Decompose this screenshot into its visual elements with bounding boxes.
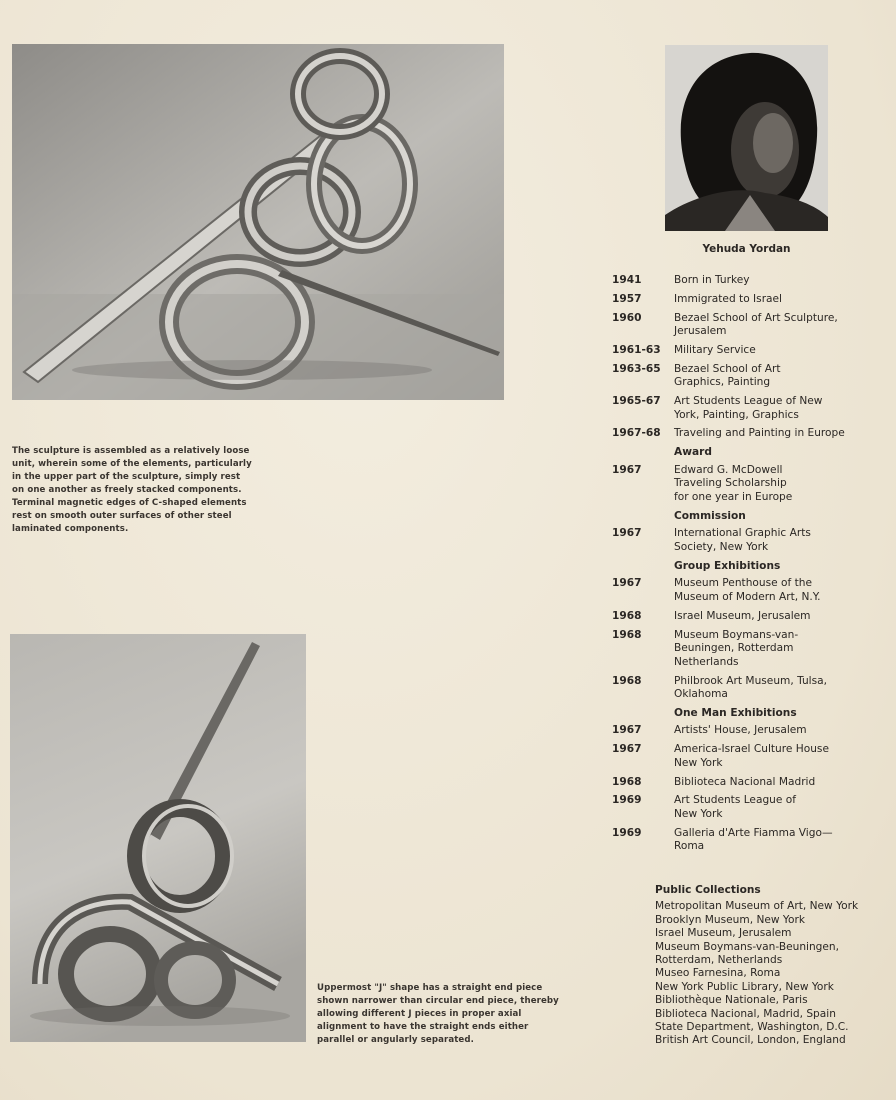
bio-entry [612,274,882,288]
award-heading: Award [674,446,712,459]
group-exhibition-entry [612,675,882,702]
bio-year: 1960 [612,311,642,324]
one-man-exhibition-entry [612,776,882,790]
caption-top: The sculpture is assembled as a relatively loose unit, wherein some of the elements, particularly in the upper part of the sculpture, simply rest on one another as freely stacked components. Terminal magnetic edges of C-shaped elements rest on smooth outer surfaces of other steel laminated components. [12,446,252,534]
collection-item: Museo Farnesina, Roma [655,967,781,980]
public-collections [655,884,890,1048]
one-man-exhibition-entry [612,794,882,821]
award-entry [612,464,882,505]
bio-entry [612,344,882,358]
collection-item: New York Public Library, New York [655,980,834,993]
bio-year: 1965-67 [612,395,661,408]
bio-year: 1957 [612,292,642,305]
commission-text: International Graphic Arts Society, New York [674,527,811,553]
one-man-exhibition-text: Biblioteca Nacional Madrid [674,775,816,788]
bio-event: Art Students League of New York, Painting, Graphics [674,395,823,421]
bio-entry [612,363,882,390]
group-exhibition-year: 1968 [612,628,642,641]
bio-event: Traveling and Painting in Europe [674,427,845,440]
group-exhibition-text: Museum Penthouse of the Museum of Modern Art, N.Y. [674,577,821,603]
bio-event: Born in Turkey [674,274,750,286]
award-text: Edward G. McDowell Traveling Scholarship for one year in Europe [674,463,793,504]
commission-heading: Commission [674,509,746,522]
one-man-exhibition-year: 1969 [612,794,642,807]
group-exhibition-text: Museum Boymans-van- Beuningen, Rotterdam Netherlands [674,628,799,668]
one-man-exhibition-year: 1967 [612,724,642,737]
caption-bottom: Uppermost "J" shape has a straight end piece shown narrower than circular end piece, thereby allowing different J pieces in proper axial alignment to have the straight ends either parallel or angularly separated. [317,983,559,1045]
group-exhibition-text: Philbrook Art Museum, Tulsa, Oklahoma [674,674,827,701]
collection-item: Museum Boymans-van-Beuningen, [655,940,840,953]
bio-year: 1961-63 [612,343,661,356]
collection-item: State Department, Washington, D.C. [655,1021,849,1034]
artist-portrait [665,45,828,231]
collection-item: Israel Museum, Jerusalem [655,927,792,940]
bio-entry [612,293,882,307]
bio-year: 1941 [612,274,642,286]
award-year: 1967 [612,463,642,476]
group-exhibition-year: 1967 [612,577,642,590]
group-exhibition-year: 1968 [612,609,642,622]
collection-item: British Art Council, London, England [655,1034,846,1047]
group-exhibition-year: 1968 [612,674,642,687]
group-exhibition-entry [612,577,882,604]
one-man-exhibition-text: Art Students League of New York [674,794,796,820]
group-exhibition-entry [612,629,882,670]
bio-entry [612,312,882,339]
one-man-exhibition-text: Galleria d'Arte Fiamma Vigo— Roma [674,826,833,853]
commission-entry [612,527,882,554]
one-man-exhibition-text: America-Israel Culture House New York [674,743,829,769]
collection-item: Biblioteca Nacional, Madrid, Spain [655,1007,836,1020]
collection-item: Rotterdam, Netherlands [655,954,783,967]
one-man-exhibition-year: 1969 [612,826,642,839]
group-exhibition-text: Israel Museum, Jerusalem [674,609,811,622]
group-exhibitions-heading: Group Exhibitions [674,559,781,572]
biography-list [612,274,882,859]
one-man-exhibitions-heading: One Man Exhibitions [674,706,797,719]
collection-item: Bibliothèque Nationale, Paris [655,994,808,1007]
artist-name: Yehuda Yordan [702,243,791,255]
collection-item: Brooklyn Museum, New York [655,913,805,926]
one-man-exhibition-entry [612,743,882,770]
sculpture-photo-bottom [10,634,306,1042]
sculpture-photo-top [12,44,504,400]
one-man-exhibition-year: 1967 [612,743,642,756]
bio-entry [612,395,882,422]
commission-year: 1967 [612,527,642,540]
bio-entry [612,427,882,441]
one-man-exhibition-entry [612,827,882,854]
bio-event: Bezael School of Art Sculpture, Jerusalem [674,311,838,338]
bio-event: Military Service [674,343,756,356]
bio-event: Immigrated to Israel [674,292,782,305]
bio-year: 1967-68 [612,427,661,440]
one-man-exhibition-entry [612,724,882,738]
bio-event: Bezael School of Art Graphics, Painting [674,362,781,389]
group-exhibition-entry [612,610,882,624]
bio-year: 1963-65 [612,362,661,375]
collection-item: Metropolitan Museum of Art, New York [655,900,859,913]
public-collections-heading: Public Collections [655,884,761,896]
one-man-exhibition-year: 1968 [612,775,642,788]
one-man-exhibition-text: Artists' House, Jerusalem [674,724,807,737]
